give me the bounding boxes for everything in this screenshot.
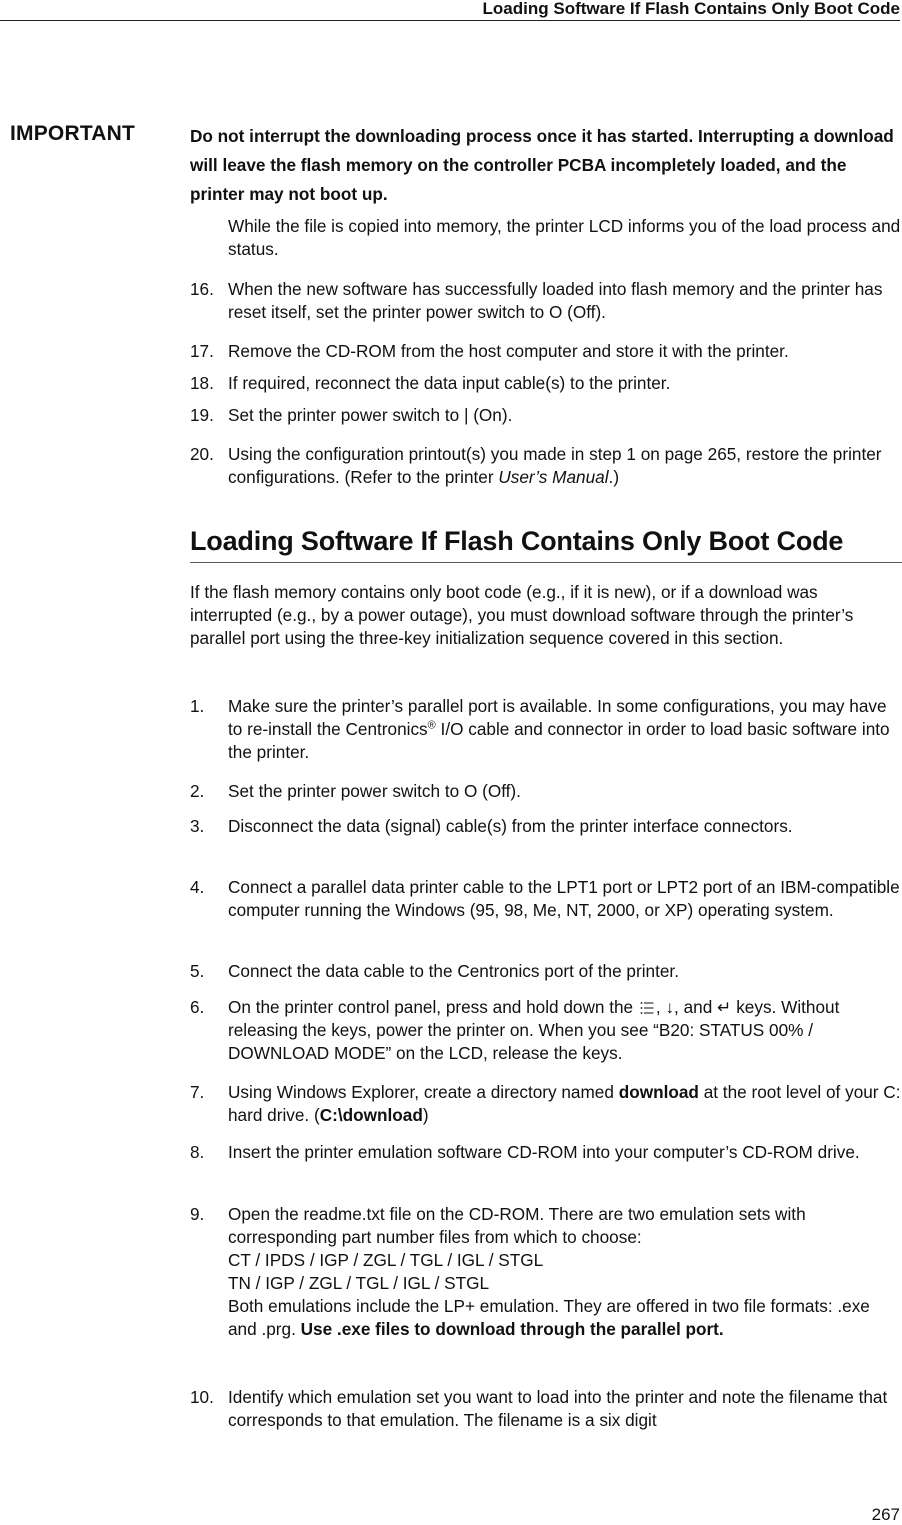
- step-text-part: Using Windows Explorer, create a directory named: [228, 1082, 619, 1102]
- section-heading: Loading Software If Flash Contains Only Boot Code: [190, 524, 902, 563]
- important-notice: Do not interrupt the downloading process once it has started. Interrupting a download will leave the flash memory on the controller PCBA incompletely loaded, and the printer may not boot up.: [190, 126, 894, 204]
- important-label: IMPORTANT: [10, 122, 136, 145]
- step-number: 1.: [190, 696, 205, 716]
- step-text-part: On the printer control panel, press and hold down the: [228, 997, 638, 1017]
- step-text: Connect the data cable to the Centronics port of the printer.: [228, 961, 679, 981]
- step-number: 7.: [190, 1082, 205, 1102]
- running-header: [0, 0, 900, 21]
- step-text: When the new software has successfully loaded into flash memory and the printer has reset itself, set the printer power switch to O (Off).: [228, 279, 883, 322]
- step-number: 17.: [190, 341, 214, 361]
- step-number: 19.: [190, 405, 214, 425]
- emphasis-text: Use .exe files to download through the parallel port.: [300, 1319, 724, 1339]
- step-number: 10.: [190, 1387, 214, 1407]
- step-number: 9.: [190, 1204, 205, 1224]
- directory-name: download: [618, 1082, 699, 1102]
- step-text-part: , ↓, and ↵ keys. Without releasing the keys, power the printer on. When you see “B20: STATUS 00% / DOWNLOAD MODE” on the LCD, release the keys.: [228, 997, 840, 1063]
- step-text-part: Using the configuration printout(s) you made in step 1 on page 265, restore the printer configurations. (Refer to the printer: [228, 444, 882, 487]
- step-text-part: Open the readme.txt file on the CD-ROM. There are two emulation sets with corresponding part number files from which to choose:: [228, 1204, 806, 1247]
- emulation-set-1: CT / IPDS / IGP / ZGL / TGL / IGL / STGL: [228, 1250, 544, 1270]
- step-text: Connect a parallel data printer cable to the LPT1 port or LPT2 port of an IBM-compatible computer running the Windows (95, 98, Me, NT, 2000, or XP) operating system.: [228, 877, 900, 920]
- step-text: [228, 996, 902, 1065]
- step-number: 8.: [190, 1142, 205, 1162]
- step-text: [228, 695, 902, 764]
- step-text: [228, 1203, 902, 1341]
- step-text: Identify which emulation set you want to load into the printer and note the filename that corresponds to that emulation. The filename is a six digit: [228, 1387, 888, 1430]
- step-number: 16.: [190, 279, 214, 299]
- step-text-part: I/O cable and connector in order to load basic software into the printer.: [228, 719, 890, 762]
- emulation-set-2: TN / IGP / ZGL / TGL / IGL / STGL: [228, 1273, 490, 1293]
- step-number: 18.: [190, 373, 214, 393]
- step-text: Remove the CD-ROM from the host computer and store it with the printer.: [228, 341, 789, 361]
- directory-path: C:\download: [319, 1105, 423, 1125]
- step-text-part: at the root level of your C: hard drive. (: [228, 1082, 901, 1125]
- step-number: 6.: [190, 997, 205, 1017]
- step-number: 2.: [190, 781, 205, 801]
- continuation-paragraph: While the file is copied into memory, the printer LCD informs you of the load process and status.: [228, 216, 901, 259]
- step-number: 20.: [190, 444, 214, 464]
- section-intro: If the flash memory contains only boot code (e.g., if it is new), or if a download was interrupted (e.g., by a power outage), you must download software through the printer’s parallel port using the three-key initialization sequence covered in this section.: [190, 582, 854, 648]
- step-text: [228, 443, 902, 489]
- step-number: 3.: [190, 816, 205, 836]
- page-number: 267: [871, 1505, 900, 1524]
- step-text-part: Make sure the printer’s parallel port is available. In some configurations, you may have to re-install the Centronics: [228, 696, 887, 739]
- menu-key-icon: [640, 1001, 654, 1015]
- step-text: Disconnect the data (signal) cable(s) from the printer interface connectors.: [228, 816, 793, 836]
- step-text: [228, 1081, 902, 1127]
- step-text-part: ): [422, 1105, 429, 1125]
- step-text-part: .): [608, 467, 620, 487]
- step-number: 5.: [190, 961, 205, 981]
- step-number: 4.: [190, 877, 205, 897]
- registered-mark: ®: [427, 719, 436, 732]
- step-text: Insert the printer emulation software CD-ROM into your computer’s CD-ROM drive.: [228, 1142, 860, 1162]
- running-header-title: Loading Software If Flash Contains Only Boot Code: [482, 0, 900, 18]
- step-text: Set the printer power switch to | (On).: [228, 405, 513, 425]
- manual-title: User’s Manual: [498, 467, 609, 487]
- step-text: If required, reconnect the data input cable(s) to the printer.: [228, 373, 671, 393]
- step-text: Set the printer power switch to O (Off).: [228, 781, 521, 801]
- step-text-part: Both emulations include the LP+ emulation. They are offered in two file formats: .exe and .prg.: [228, 1296, 870, 1339]
